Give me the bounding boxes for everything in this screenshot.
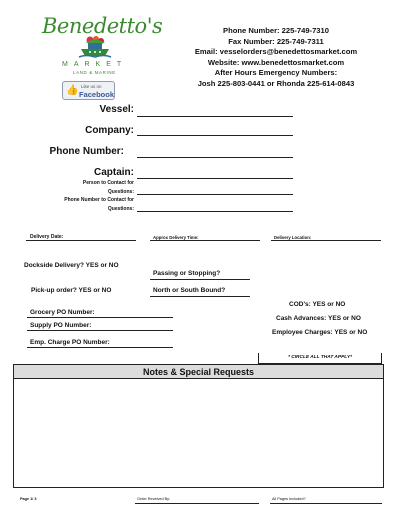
contact-phone-field[interactable] bbox=[137, 211, 293, 212]
facebook-brand: Facebook bbox=[79, 90, 115, 99]
grocery-po-field[interactable] bbox=[27, 317, 173, 318]
company-field[interactable] bbox=[137, 135, 293, 136]
contact-phone-label bbox=[64, 196, 134, 213]
phone-number-field[interactable] bbox=[137, 157, 293, 158]
contact-person-label bbox=[83, 179, 134, 196]
contact-website: Website: www.benedettosmarket.com bbox=[207, 57, 345, 67]
vessel-label: Vessel: bbox=[99, 104, 134, 115]
company-label: Company: bbox=[85, 125, 134, 136]
contact-email: Email: vesselorders@benedettosmarket.com bbox=[194, 47, 358, 56]
contact-person-label-line2: Questions: bbox=[107, 188, 134, 195]
contact-phone-label-line1: Phone Number to Contact for bbox=[64, 197, 134, 203]
logo bbox=[40, 12, 163, 75]
pickup-order-question[interactable]: Pick-up order? YES or NO bbox=[31, 287, 112, 294]
delivery-date-field[interactable] bbox=[26, 240, 136, 241]
facebook-like-button[interactable] bbox=[62, 81, 115, 100]
contact-person-label-line1: Person to Contact for bbox=[82, 180, 134, 186]
page-number: Page 1/ 3 bbox=[20, 497, 37, 501]
employee-charges-question[interactable]: Employee Charges: YES or NO bbox=[272, 329, 368, 336]
vessel-field[interactable] bbox=[137, 116, 293, 117]
order-received-label: Order Received By: bbox=[137, 497, 171, 501]
order-received-field[interactable] bbox=[135, 503, 259, 504]
north-south-field[interactable] bbox=[150, 296, 250, 297]
contact-phone-label-line2: Questions: bbox=[107, 205, 134, 212]
supply-po-field[interactable] bbox=[27, 330, 173, 331]
notes-section bbox=[13, 364, 384, 488]
all-pages-label: All Pages Included? bbox=[272, 497, 306, 501]
grocery-po-label: Grocery PO Number: bbox=[30, 309, 95, 316]
circle-note-box bbox=[258, 353, 382, 364]
delivery-location-field[interactable] bbox=[271, 240, 381, 241]
contact-emergency: Josh 225-803-0441 or Rhonda 225-614-0843 bbox=[197, 78, 355, 88]
all-pages-field[interactable] bbox=[270, 503, 382, 504]
circle-note: * CIRCLE ALL THAT APPLY* bbox=[288, 355, 352, 360]
logo-name: Benedetto's bbox=[42, 14, 163, 38]
contact-fax: Fax Number: 225-749-7311 bbox=[228, 36, 324, 46]
delivery-time-label: Approx Delivery Time: bbox=[153, 235, 199, 240]
passing-stopping-question: Passing or Stopping? bbox=[153, 270, 221, 277]
captain-label: Captain: bbox=[94, 167, 134, 178]
emp-charge-po-label: Emp. Charge PO Number: bbox=[30, 339, 110, 346]
notes-title: Notes & Special Requests bbox=[14, 365, 383, 379]
contact-phone: Phone Number: 225-749-7310 bbox=[223, 26, 329, 35]
thumbs-up-icon: 👍 bbox=[66, 85, 79, 96]
cods-question[interactable]: COD's: YES or NO bbox=[289, 301, 346, 308]
captain-field[interactable] bbox=[137, 178, 293, 179]
cash-advances-question[interactable]: Cash Advances: YES or NO bbox=[276, 315, 361, 322]
facebook-like-text: Like us on bbox=[81, 84, 102, 89]
contact-person-field[interactable] bbox=[137, 194, 293, 195]
supply-po-label: Supply PO Number: bbox=[30, 322, 92, 329]
delivery-time-field[interactable] bbox=[150, 240, 260, 241]
phone-number-label: Phone Number: bbox=[49, 146, 124, 157]
contact-block bbox=[176, 26, 376, 89]
contact-after-hours: After Hours Emergency Numbers: bbox=[214, 68, 338, 77]
passing-stopping-field[interactable] bbox=[150, 279, 250, 280]
dockside-delivery-question[interactable]: Dockside Delivery? YES or NO bbox=[24, 262, 119, 269]
logo-market: MARKET bbox=[62, 61, 128, 68]
north-south-question: North or South Bound? bbox=[153, 287, 226, 294]
delivery-location-label: Delivery Location: bbox=[274, 235, 312, 240]
notes-textarea[interactable] bbox=[14, 379, 383, 487]
logo-subtitle: LAND & MARINE bbox=[73, 70, 116, 75]
emp-charge-po-field[interactable] bbox=[27, 347, 173, 348]
delivery-date-label: Delivery Date: bbox=[30, 234, 64, 240]
